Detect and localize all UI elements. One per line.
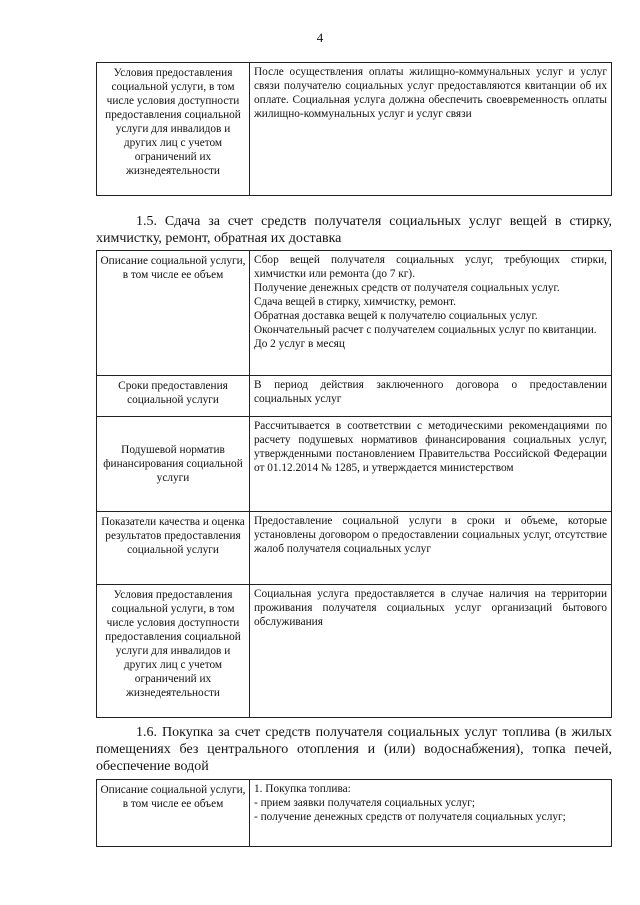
table-row [97,780,612,847]
services-table-1-5 [96,250,612,718]
content-line: Окончательный расчет с получателем социальных услуг по квитанции. [254,324,597,336]
row-content: В период действия заключенного договора о предоставлении социальных услуг [250,376,612,417]
row-label: Описание социальной услуги, в том числе ее объем [97,780,250,847]
table-row [97,63,612,196]
content-line: До 2 услуг в месяц [254,338,345,350]
table-row [97,417,612,512]
table-row [97,251,612,376]
section-heading-1-5: 1.5. Сдача за счет средств получателя социальных услуг вещей в стирку, химчистку, ремонт, обратная их доставка [96,214,612,246]
page-number: 4 [316,30,324,45]
row-label: Сроки предоставления социальной услуги [97,376,250,417]
section-heading-1-6: 1.6. Покупка за счет средств получателя социальных услуг топлива (в жилых помещениях без центрального отопления и (или) водоснабжения), топка печей, обеспечение водой [96,725,612,774]
services-table-1-6 [96,779,612,847]
content-line: - прием заявки получателя социальных услуг; [254,797,476,809]
content-line: 1. Покупка топлива: [254,783,351,795]
content-line: Сдача вещей в стирку, химчистку, ремонт. [254,296,456,308]
row-label: Условия предоставления социальной услуги, в том числе условия доступности предоставления социальной услуги для инвалидов и других лиц с учетом ограничений их жизнедеятельности [97,63,250,196]
row-content: Социальная услуга предоставляется в случае наличия на территории проживания получателя социальных услуг организаций бытового обслуживания [250,585,612,718]
row-content: Рассчитывается в соответствии с методическими рекомендациями по расчету подушевых нормативов финансирования социальных услуг, утвержденными постановлением Правительства Российской Федерации от 01.12.2014 № 1285, и утверждается министерством [250,417,612,512]
row-label: Условия предоставления социальной услуги, в том числе условия доступности предоставления социальной услуги для инвалидов и других лиц с учетом ограничений их жизнедеятельности [97,585,250,718]
row-label: Показатели качества и оценка результатов предоставления социальной услуги [97,512,250,585]
table-row [97,585,612,718]
content-line: Получение денежных средств от получателя социальных услуг. [254,282,560,294]
content-line: Сбор вещей получателя социальных услуг, требующих стирки, химчистки или ремонта (до 7 кг). [254,254,607,280]
row-content: Предоставление социальной услуги в сроки и объеме, которые установлены договором о предоставлении социальных услуг, отсутствие жалоб получателя социальных услуг [250,512,612,585]
table-row [97,376,612,417]
content-line: Обратная доставка вещей к получателю социальных услуг. [254,310,538,322]
table-row [97,512,612,585]
row-content: После осуществления оплаты жилищно-коммунальных услуг и услуг связи получателю социальных услуг предоставляются квитанции об их оплате. Социальная услуга должна обеспечить своевременность оплаты жилищно-коммунальных услуг и услуг связи [250,63,612,196]
row-label: Описание социальной услуги, в том числе ее объем [97,251,250,376]
row-content [250,251,612,376]
services-table-1 [96,62,612,196]
row-content [250,780,612,847]
row-label: Подушевой норматив финансирования социальной услуги [97,417,250,512]
content-line: - получение денежных средств от получателя социальных услуг; [254,811,566,823]
